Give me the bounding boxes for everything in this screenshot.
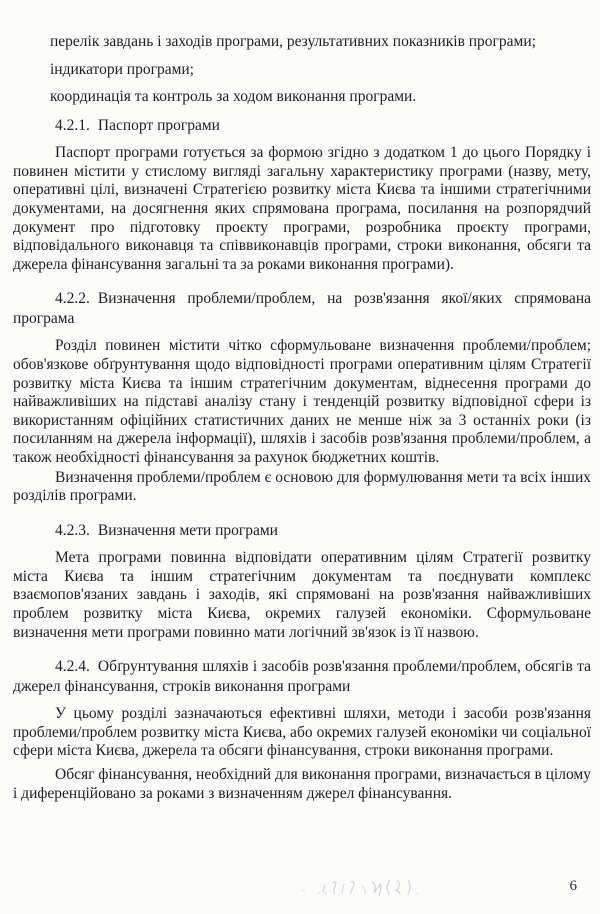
paragraph: Визначення проблеми/проблем є основою для формулювання мети та всіх інших розділів програми. [13, 468, 591, 505]
section-heading-4-2-1 [13, 116, 591, 136]
paragraph: Обсяг фінансування, необхідний для виконання програми, визначається в цілому і диференційовано за роками з визначенням джерел фінансування. [13, 766, 591, 802]
paragraph: Розділ повинен містити чітко сформульоване визначення проблеми/проблем; обов'язкове обґрунтування щодо відповідності програми оперативним цілям Стратегії розвитку міста Києва та іншим стратегічним документам, віднесення програми до найважливіших на підставі аналізу стану і тенденцій розвитку відповідної сфери із використанням офіційних статистичних даних не менше ніж за 3 останніх роки (із посиланням на джерела інформації), шляхів і засобів розв'язання проблеми/проблем, а також необхідності фінансування за рахунок бюджетних коштів. [13, 337, 591, 466]
section-title: Визначення проблеми/проблем, на розв'язання якої/яких спрямована програма [13, 290, 591, 327]
intro-item: координація та контроль за ходом виконання програми. [50, 88, 417, 106]
paragraph: Мета програми повинна відповідати оперативним цілям Стратегії розвитку міста Києва та іншим стратегічним документам та поєднувати комплекс взаємопов'язаних завдань і заходів, які спрямовані на розв'язання найважливіших проблем розвитку міста Києва, окремих галузей економіки. Сформульоване визначення мети програми повинно мати логічний зв'язок із її назвою. [13, 549, 591, 641]
section-title: Визначення мети програми [97, 521, 278, 539]
section-number: 4.2.3. [55, 521, 90, 539]
paragraph: У цьому розділі зазначаються ефективні шляхи, методи і засоби розв'язання проблеми/проблем розвитку міста Києва, або окремих галузей економіки чи соціальної сфери міста Києва, джерела та обсяги фінансування, строки виконання програми. [13, 705, 591, 760]
page-number: 6 [569, 878, 577, 894]
section-heading-4-2-3 [13, 521, 591, 541]
section-title: Обґрунтування шляхів і засобів розв'язання проблеми/проблем, обсягів та джерел фінансування, строків виконання програми [13, 658, 591, 695]
section-heading-4-2-4 [13, 657, 591, 696]
section-heading-4-2-2 [13, 289, 591, 328]
intro-item: індикатори програми; [50, 60, 194, 78]
section-title: Паспорт програми [97, 116, 220, 134]
section-number: 4.2.2. [55, 290, 90, 308]
paragraph: Паспорт програми готується за формою згідно з додатком 1 до цього Порядку і повинен містити у стислому вигляді загальну характеристику програми (назву, мету, оперативні цілі, визначені Стратегією розвитку міста Києва та іншими стратегічними документами, на досягнення яких спрямована програма, посилання на розпорядчий документ про підготовку проєкту програми, розробника проєкту програми, відповідального виконавця та співвиконавців програми, строки виконання, обсяги та джерела фінансування загальні та за роками виконання програми). [13, 144, 591, 273]
pencil-smudge-mark [298, 870, 458, 904]
section-number: 4.2.4. [55, 658, 90, 676]
document-text-block [13, 33, 591, 803]
section-number: 4.2.1. [55, 116, 90, 134]
intro-item: перелік завдань і заходів програми, результативних показників програми; [50, 33, 536, 50]
